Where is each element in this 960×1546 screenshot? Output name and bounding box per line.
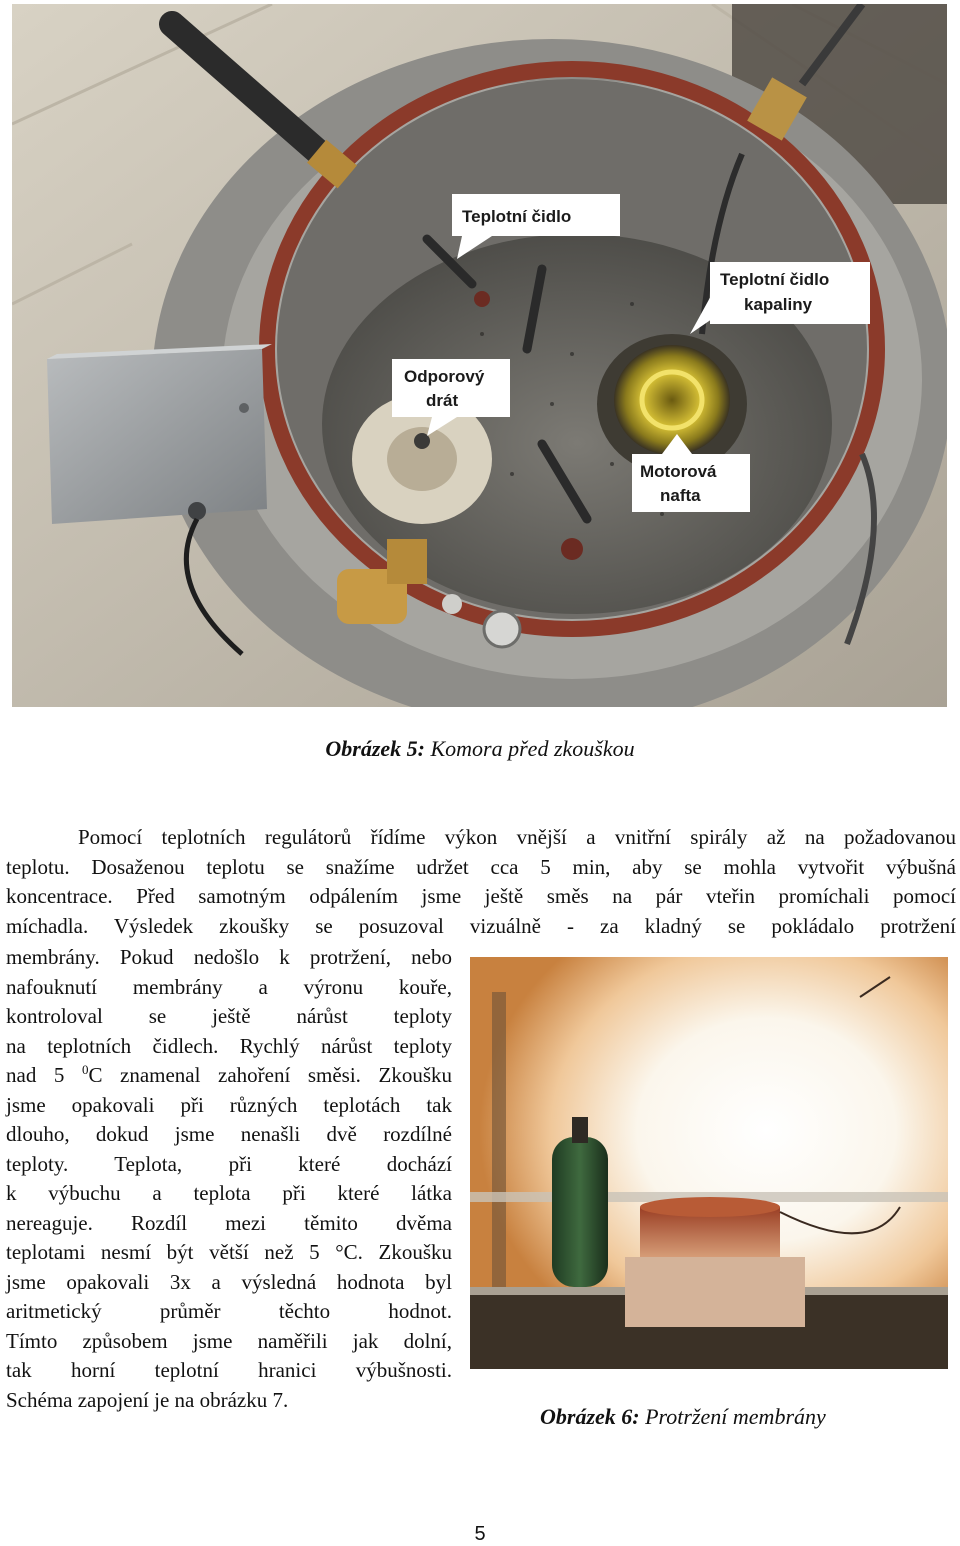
- label-teplotni-cidlo-kapaliny: [690, 262, 870, 334]
- figure-5-photo: [12, 4, 947, 707]
- figure-6-caption: [540, 1404, 826, 1430]
- label-wire-line1: Odporový: [404, 367, 485, 386]
- paragraph-line: na teplotních čidlech. Rychlý nárůst teploty: [6, 1033, 452, 1058]
- figure-6-caption-text: Protržení membrány: [639, 1404, 826, 1429]
- paragraph-line: kontroloval se ještě nárůst teploty: [6, 1004, 452, 1028]
- paragraph-full-width: [6, 823, 956, 941]
- paragraph-line: koncentrace. Před samotným odpálením jsme ještě směs na pár vteřin promíchali pomocí: [6, 884, 956, 908]
- paragraph-line: membrány. Pokud nedošlo k protržení, nebo: [6, 945, 452, 969]
- paragraph-line: nad 5 $^0$C znamenal zahoření směsi. Zkoušku: [6, 1062, 452, 1087]
- paragraph-line: teplotu. Dosaženou teplotu se snažíme udržet cca 5 min, aby se mohla vytvořit výbušná: [6, 854, 956, 879]
- paragraph-wrapped-column: [6, 943, 452, 1415]
- figure-6-photo: [470, 957, 948, 1369]
- label-thermo-text: Teplotní čidlo: [462, 207, 572, 226]
- paragraph-line: dlouho, dokud jsme nenašli dvě rozdílné: [6, 1122, 452, 1146]
- label-diesel-line2: nafta: [660, 486, 701, 505]
- paragraph-line: nereaguje. Rozdíl mezi těmito dvěma: [6, 1210, 452, 1235]
- figure-5-caption-label: Obrázek 5:: [325, 736, 425, 761]
- paragraph-line: tak horní teplotní hranici výbušnosti.: [6, 1358, 452, 1382]
- paragraph-line: teplotami nesmí být větší než 5 °C. Zkoušku: [6, 1240, 452, 1264]
- paragraph-line: aritmetický průměr těchto hodnot.: [6, 1299, 452, 1323]
- paragraph-line: jsme opakovali 3x a výsledná hodnota byl: [6, 1269, 452, 1294]
- paragraph-line: jsme opakovali při různých teplotách tak: [6, 1092, 452, 1117]
- paragraph-line: Tímto způsobem jsme naměřili jak dolní,: [6, 1328, 452, 1353]
- figure-5-caption: [0, 736, 960, 762]
- degree-superscript: 0: [81, 1062, 89, 1077]
- paragraph-line: nafouknutí membrány a výronu kouře,: [6, 974, 452, 999]
- paragraph-line: míchadla. Výsledek zkoušky se posuzoval vizuálně - za kladný se pokládalo protržení: [6, 913, 956, 938]
- explosion-photo-illustration: [470, 957, 948, 1369]
- paragraph-line: Pomocí teplotních regulátorů řídíme výkon vnější a vnitřní spirály až na požadovanou: [78, 825, 956, 849]
- label-liquid-thermo-line1: Teplotní čidlo: [720, 270, 830, 289]
- paragraph-line: k výbuchu a teplota při které látka: [6, 1181, 452, 1205]
- label-liquid-thermo-line2: kapaliny: [744, 295, 813, 314]
- figure-6-caption-label: Obrázek 6:: [540, 1404, 640, 1429]
- paragraph-line: Schéma zapojení je na obrázku 7.: [6, 1387, 289, 1412]
- label-wire-line2: drát: [426, 391, 459, 410]
- label-diesel-line1: Motorová: [640, 462, 717, 481]
- figure-5-caption-text: Komora před zkouškou: [425, 736, 635, 761]
- paragraph-line: teploty. Teplota, při které dochází: [6, 1151, 452, 1176]
- chamber-photo-illustration: [12, 4, 947, 707]
- page-number: 5: [474, 1523, 486, 1545]
